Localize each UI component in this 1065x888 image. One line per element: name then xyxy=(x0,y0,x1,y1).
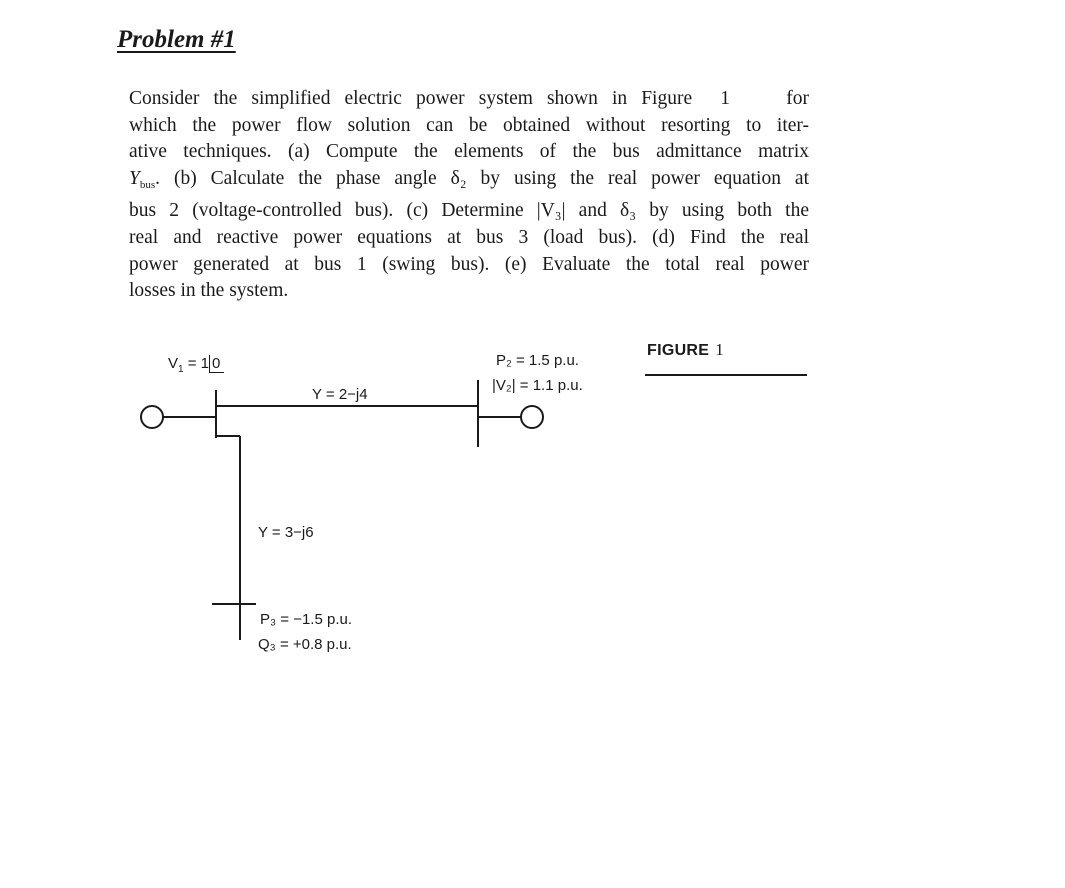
problem-line-3: ative techniques. (a) Compute the elements of the bus admittance matrix xyxy=(129,141,809,163)
bus1-voltage-subscript: 1 xyxy=(178,364,184,375)
bus2-generator-symbol xyxy=(521,406,543,428)
bus2-real-power-label: P₂ = 1.5 p.u. xyxy=(496,352,579,369)
bus2-voltage-magnitude-label: |V₂| = 1.1 p.u. xyxy=(492,377,583,394)
bus1-voltage-equals: = 1 xyxy=(183,355,210,372)
problem-line-6: real and reactive power equations at bus 3 (load bus). (d) Find the real xyxy=(129,226,809,248)
bus1-voltage-symbol: V xyxy=(168,355,179,372)
problem-line-1b: for xyxy=(786,88,810,109)
problem-line-7: power generated at bus 1 (swing bus). (e) Evaluate the total real power xyxy=(129,253,809,275)
figure-label-text: FIGURE xyxy=(647,342,710,359)
bus1-voltage-label xyxy=(168,355,224,375)
problem-line-2: which the power flow solution can be obtained without resorting to iter- xyxy=(129,114,809,136)
ybus-symbol: Y xyxy=(129,167,140,189)
bus3-reactive-power-label: Q₃ = +0.8 p.u. xyxy=(258,636,352,653)
line13-admittance-label: Y = 3−j6 xyxy=(258,524,314,541)
problem-title: Problem #1 xyxy=(117,26,236,53)
problem-line-1a: Consider the simplified electric power system shown in Figure xyxy=(129,88,693,109)
bus1-generator-symbol xyxy=(141,406,163,428)
ybus-subscript: bus xyxy=(139,178,156,191)
problem-figure-ref: 1 xyxy=(720,88,730,109)
line12-admittance-label: Y = 2−j4 xyxy=(312,386,368,403)
problem-line-8: losses in the system. xyxy=(129,280,289,302)
problem-line-5: bus 2 (voltage-controlled bus). (c) Determine |V₃| and δ₃ by using both the xyxy=(129,200,809,222)
bus1-voltage-angle: 0 xyxy=(209,355,224,373)
figure-number: 1 xyxy=(715,340,725,359)
problem-line-4-rest: . (b) Calculate the phase angle δ₂ by using the real power equation at xyxy=(155,167,809,189)
bus3-real-power-label: P₃ = −1.5 p.u. xyxy=(260,611,353,628)
